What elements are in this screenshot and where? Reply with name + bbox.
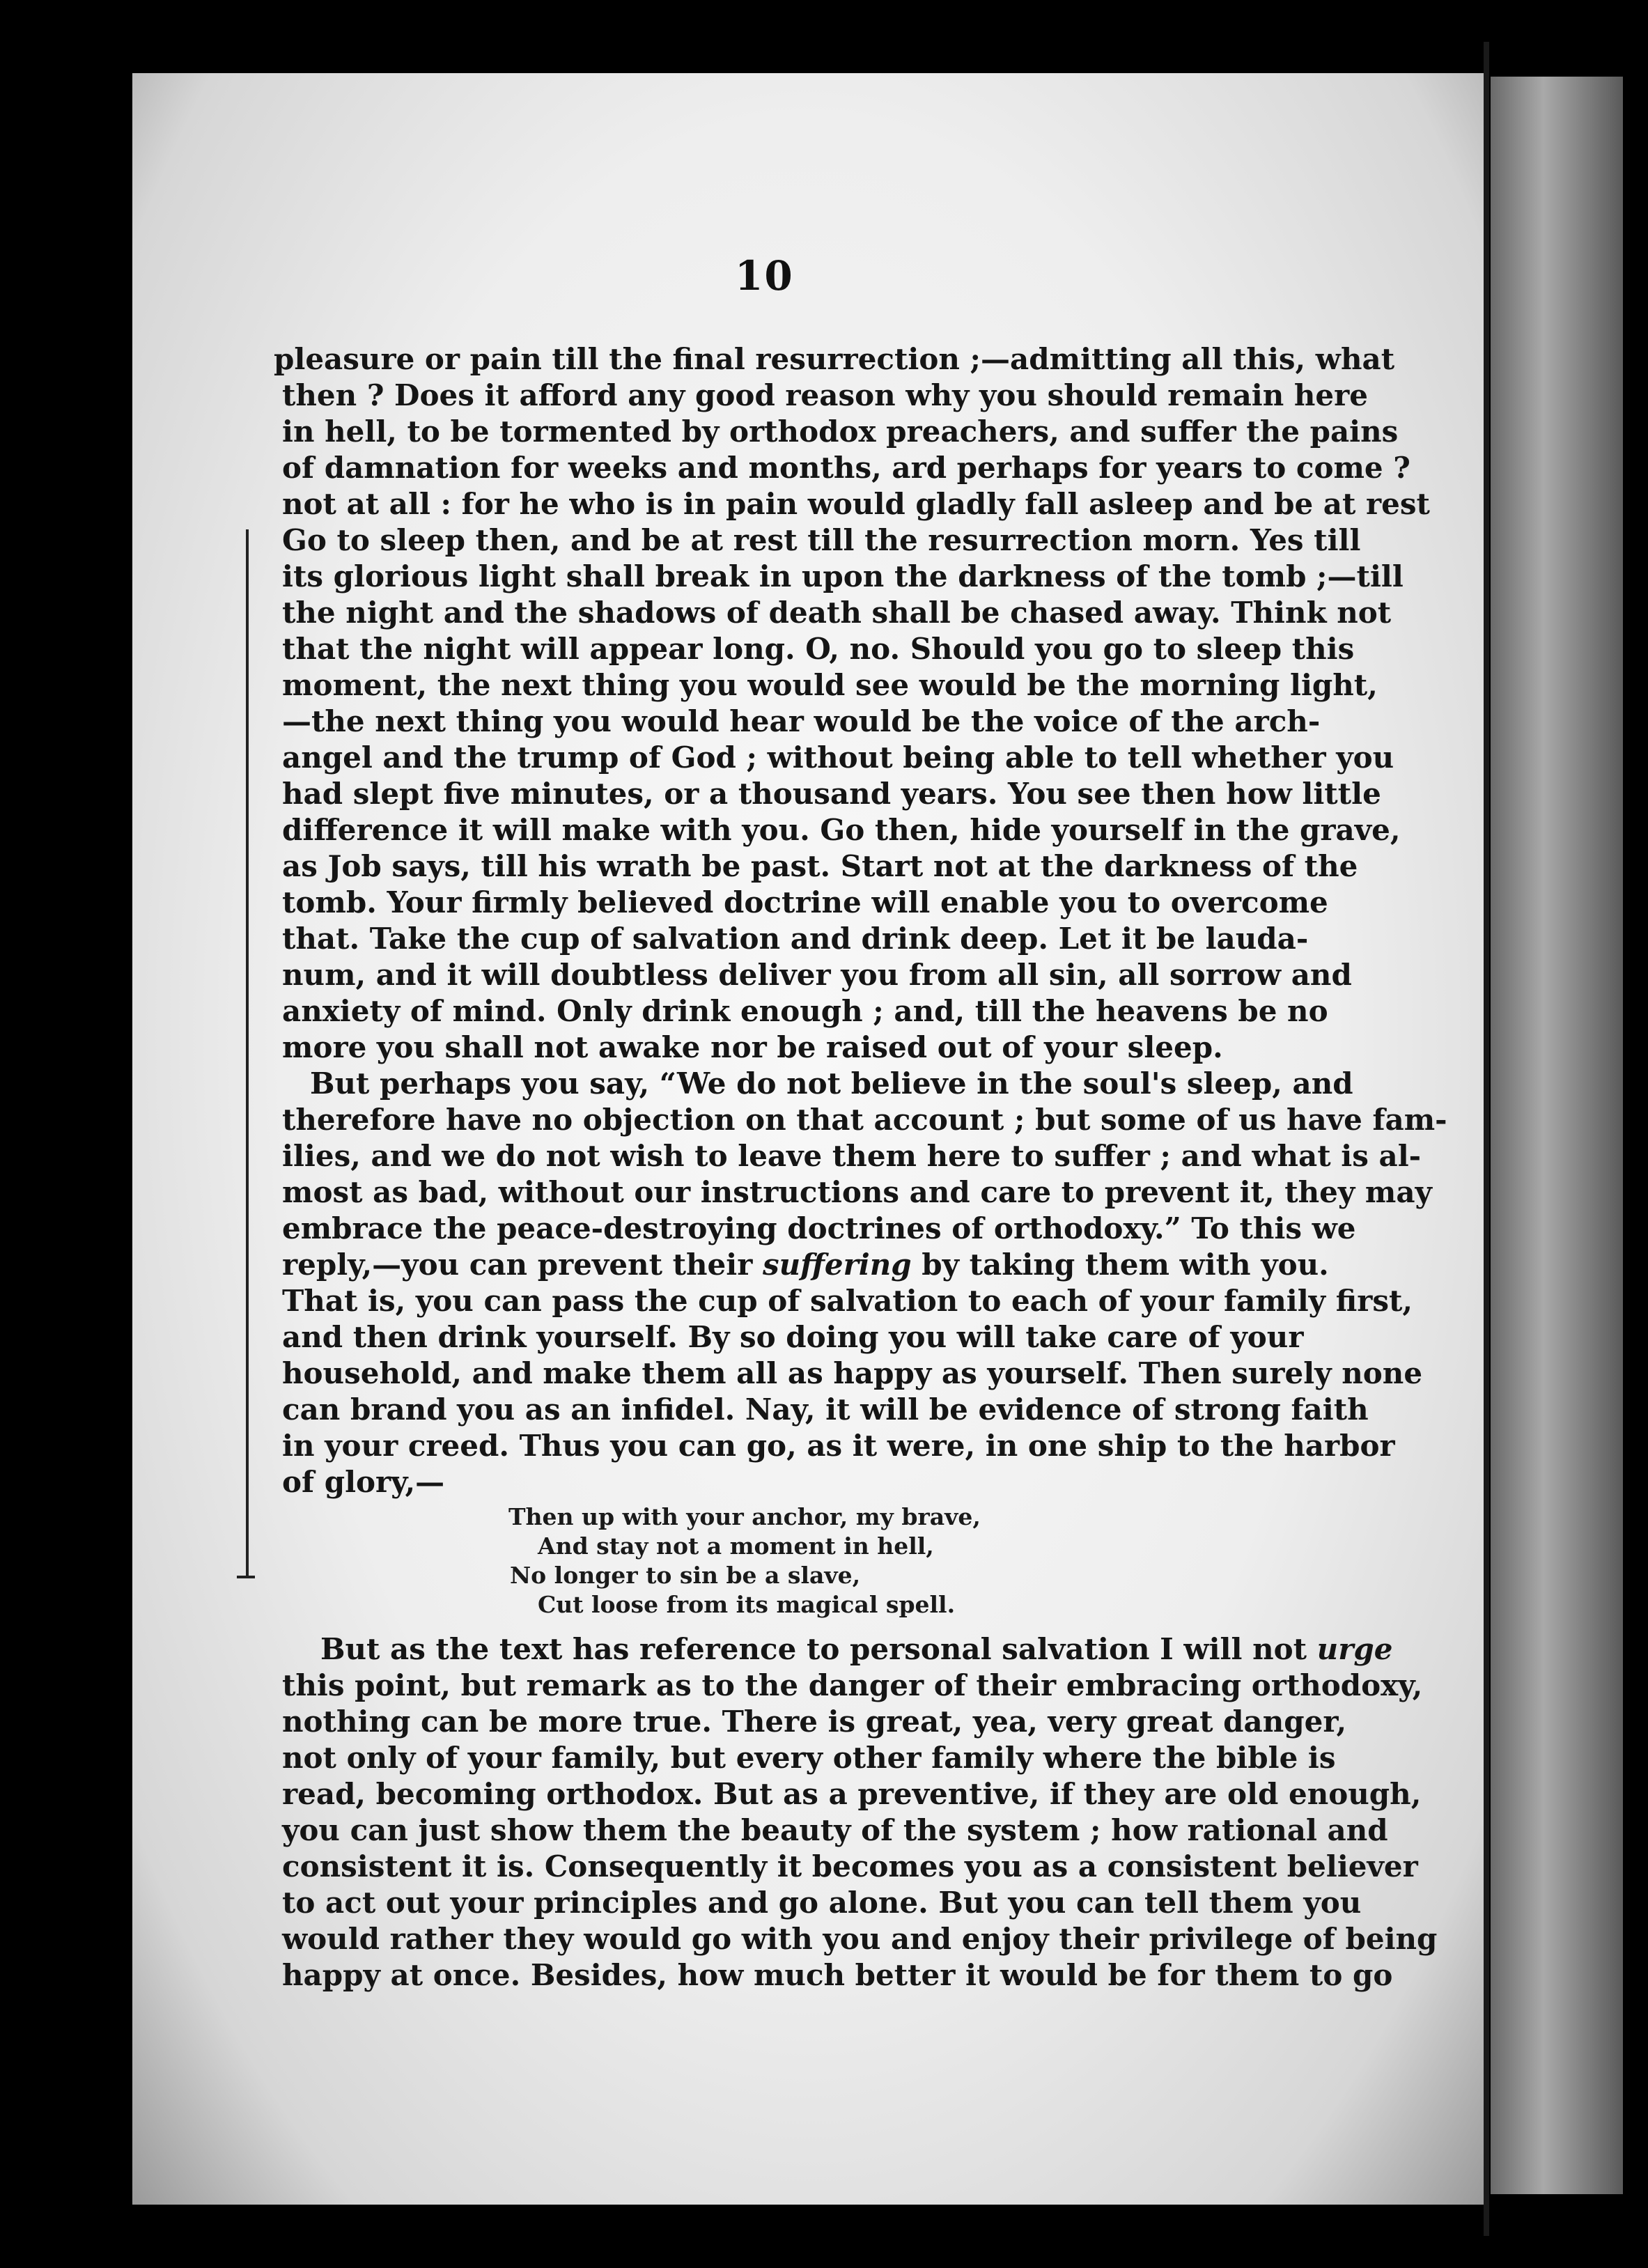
- margin-bracket-foot: [237, 1576, 255, 1578]
- paragraph-2-line: of glory,—: [282, 1465, 445, 1499]
- paragraph-1-line: had slept five minutes, or a thousand years. You see then how little: [282, 777, 1381, 811]
- italic-word-urge: urge: [1316, 1632, 1393, 1666]
- paragraph-2-line: can brand you as an infidel. Nay, it will be evidence of strong faith: [282, 1392, 1369, 1427]
- paragraph-2-line: therefore have no objection on that account ; but some of us have fam-: [282, 1103, 1447, 1137]
- paragraph-1-line: more you shall not awake nor be raised out of your sleep.: [282, 1030, 1223, 1064]
- paragraph-2-line: household, and make them all as happy as yourself. Then surely none: [282, 1356, 1423, 1390]
- paragraph-1-line: angel and the trump of God ; without being able to tell whether you: [282, 740, 1394, 775]
- paragraph-1-line: difference it will make with you. Go then, hide yourself in the grave,: [282, 813, 1401, 847]
- paragraph-3-line: not only of your family, but every other family where the bible is: [282, 1741, 1336, 1775]
- paragraph-2-line: and then drink yourself. By so doing you will take care of your: [282, 1320, 1304, 1354]
- verse-line: No longer to sin be a slave,: [510, 1562, 861, 1589]
- paragraph-3-line: read, becoming orthodox. But as a preventive, if they are old enough,: [282, 1777, 1422, 1811]
- paragraph-1-line: as Job says, till his wrath be past. Start not at the darkness of the: [282, 849, 1358, 883]
- page-number: 10: [735, 252, 794, 300]
- paragraph-3-text: But as the text has reference to personal salvation I will not: [320, 1632, 1317, 1666]
- paragraph-3-line: you can just show them the beauty of the system ; how rational and: [282, 1813, 1388, 1847]
- paragraph-2-text: reply,—you can prevent their: [282, 1248, 763, 1282]
- paragraph-1-line: moment, the next thing you would see would be the morning light,: [282, 668, 1378, 702]
- paragraph-3-line: consistent it is. Consequently it becomes you as a consistent believer: [282, 1849, 1418, 1883]
- paragraph-3-line: this point, but remark as to the danger of their embracing orthodoxy,: [282, 1668, 1423, 1702]
- paragraph-1-line: then ? Does it afford any good reason why you should remain here: [282, 378, 1369, 412]
- paragraph-2-line: embrace the peace-destroying doctrines of orthodoxy.” To this we: [282, 1211, 1356, 1245]
- paragraph-1-line: num, and it will doubtless deliver you from all sin, all sorrow and: [282, 958, 1352, 992]
- paragraph-2-text: by taking them with you.: [911, 1248, 1329, 1282]
- paragraph-3-line: to act out your principles and go alone. But you can tell them you: [282, 1886, 1362, 1920]
- paragraph-1-line: anxiety of mind. Only drink enough ; and, till the heavens be no: [282, 994, 1328, 1028]
- paragraph-1-line: tomb. Your firmly believed doctrine will enable you to overcome: [282, 885, 1328, 919]
- paragraph-1-line: —the next thing you would hear would be the voice of the arch-: [282, 704, 1321, 738]
- verse-line: And stay not a moment in hell,: [538, 1532, 934, 1560]
- book-gutter: [1484, 42, 1489, 2236]
- adjacent-page-edge: [1491, 77, 1623, 2194]
- paragraph-2-line: [282, 1247, 1329, 1283]
- paragraph-1-line: its glorious light shall break in upon the darkness of the tomb ;—till: [282, 559, 1404, 593]
- paragraph-1-line: not at all : for he who is in pain would gladly fall asleep and be at rest: [282, 487, 1430, 521]
- paragraph-2-line: But perhaps you say, “We do not believe in the soul's sleep, and: [310, 1066, 1353, 1101]
- verse-line: Cut loose from its magical spell.: [538, 1591, 956, 1618]
- paragraph-2-line: ilies, and we do not wish to leave them here to suffer ; and what is al-: [282, 1139, 1422, 1173]
- margin-bracket-mark: [246, 529, 249, 1578]
- paragraph-1-line: that. Take the cup of salvation and drink deep. Let it be lauda-: [282, 922, 1309, 956]
- paragraph-3-line: happy at once. Besides, how much better it would be for them to go: [282, 1958, 1393, 1992]
- italic-word-suffering: suffering: [762, 1248, 912, 1282]
- paragraph-2-line: in your creed. Thus you can go, as it were, in one ship to the harbor: [282, 1429, 1395, 1463]
- paragraph-1-line: of damnation for weeks and months, ard perhaps for years to come ?: [282, 451, 1410, 485]
- paragraph-1-line: pleasure or pain till the final resurrection ;—admitting all this, what: [274, 342, 1395, 376]
- paragraph-2-line: most as bad, without our instructions and care to prevent it, they may: [282, 1175, 1432, 1209]
- paragraph-1-line: Go to sleep then, and be at rest till the resurrection morn. Yes till: [282, 523, 1361, 557]
- paragraph-3-line: would rather they would go with you and enjoy their privilege of being: [282, 1922, 1438, 1956]
- paragraph-3-line: nothing can be more true. There is great, yea, very great danger,: [282, 1704, 1347, 1739]
- paragraph-2-line: That is, you can pass the cup of salvation to each of your family first,: [282, 1284, 1413, 1318]
- paragraph-3-line: [320, 1631, 1393, 1668]
- paragraph-1-line: the night and the shadows of death shall be chased away. Think not: [282, 596, 1392, 630]
- paragraph-1-line: in hell, to be tormented by orthodox preachers, and suffer the pains: [282, 414, 1399, 449]
- paragraph-1-line: that the night will appear long. O, no. Should you go to sleep this: [282, 632, 1355, 666]
- verse-line: Then up with your anchor, my brave,: [508, 1503, 981, 1530]
